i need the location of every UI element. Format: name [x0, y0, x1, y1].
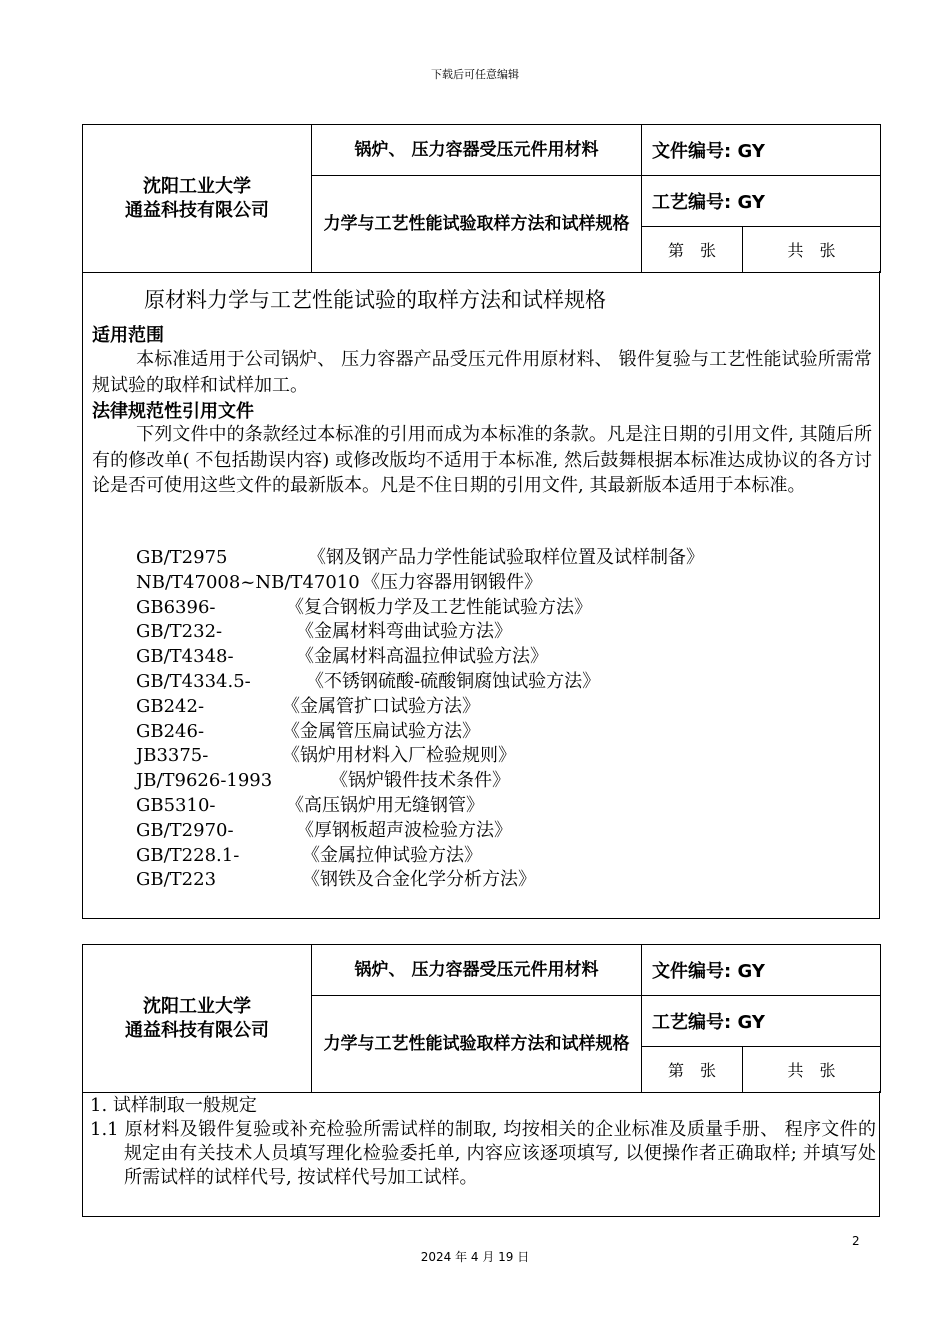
- reference-item: NB/T47008~NB/T47010 《压力容器用钢锻件》: [136, 571, 542, 593]
- file-number: 文件编号: GY: [642, 125, 881, 176]
- header-table-2: [82, 944, 881, 1093]
- section-heading: 1. 试样制取一般规定: [90, 1095, 257, 1116]
- reference-item: GB/T4334.5- 《不锈钢硫酸-硫酸铜腐蚀试验方法》: [136, 670, 601, 692]
- clause-1-1: 1.1 原材料及锻件复验或补充检验所需试样的制取, 均按相关的企业标准及质量手册、 程序文件的规定由有关技术人员填写理化检验委托单, 内容应该逐项填写, 以便操作者正确取样; 并填写处所需试样的试样代号, 按试样代号加工试样。: [90, 1119, 876, 1188]
- scope-heading: 适用范围: [92, 325, 164, 346]
- reference-item: GB/T232- 《金属材料弯曲试验方法》: [136, 621, 512, 643]
- file-number: 文件编号: GY: [642, 945, 881, 996]
- method-title: 力学与工艺性能试验取样方法和试样规格: [312, 996, 642, 1093]
- reference-item: GB/T223 《钢铁及合金化学分析方法》: [136, 869, 536, 891]
- header-table-1: [82, 124, 881, 273]
- material-title: 锅炉、 压力容器受压元件用材料: [312, 125, 642, 176]
- reference-item: JB/T9626-1993 《锅炉锻件技术条件》: [136, 770, 510, 792]
- normative-text: 下列文件中的条款经过本标准的引用而成为本标准的条款。凡是注日期的引用文件, 其随后所有的修改单( 不包括勘误内容) 或修改版均不适用于本标准, 然后鼓舞根据本标准达成协议的各方讨论是否可使用这些文件的最新版本。凡是不住日期的引用文件, 其最新版本适用于本标准。: [92, 424, 872, 496]
- material-title: 锅炉、 压力容器受压元件用材料: [312, 945, 642, 996]
- reference-item: GB/T4348- 《金属材料高温拉伸试验方法》: [136, 646, 548, 668]
- top-note: 下载后可任意编辑: [431, 68, 519, 81]
- process-number: 工艺编号: GY: [642, 176, 881, 227]
- scope-text: 本标准适用于公司锅炉、 压力容器产品受压元件用原材料、 锻件复验与工艺性能试验所需常规试验的取样和试样加工。: [92, 349, 872, 396]
- reference-item: GB/T228.1- 《金属拉伸试验方法》: [136, 844, 482, 866]
- method-title: 力学与工艺性能试验取样方法和试样规格: [312, 176, 642, 273]
- reference-item: GB246- 《金属管压扁试验方法》: [136, 720, 480, 742]
- process-number: 工艺编号: GY: [642, 996, 881, 1047]
- page-number: 2: [852, 1234, 860, 1248]
- sheet-number: 第 张: [642, 227, 743, 273]
- footer-date: 2024 年 4 月 19 日: [420, 1250, 530, 1264]
- reference-item: GB/T2975 《钢及钢产品力学性能试验取样位置及试样制备》: [136, 547, 704, 568]
- reference-list: [136, 546, 704, 893]
- reference-item: GB6396- 《复合钢板力学及工艺性能试验方法》: [136, 596, 592, 618]
- sheet-total: 共 张: [743, 1047, 881, 1093]
- section-general-rules: [90, 1094, 876, 1190]
- reference-item: GB5310- 《高压锅炉用无缝钢管》: [136, 794, 484, 816]
- sheet-number: 第 张: [642, 1047, 743, 1093]
- reference-item: GB242- 《金属管扩口试验方法》: [136, 695, 480, 717]
- reference-item: JB3375- 《锅炉用材料入厂检验规则》: [136, 745, 516, 767]
- sheet-total: 共 张: [743, 227, 881, 273]
- reference-item: GB/T2970- 《厚钢板超声波检验方法》: [136, 819, 512, 841]
- normative-heading: 法律规范性引用文件: [92, 401, 254, 422]
- company-name: 沈阳工业大学 通益科技有限公司: [83, 945, 312, 1093]
- document-title: 原材料力学与工艺性能试验的取样方法和试样规格: [144, 288, 606, 312]
- company-name: 沈阳工业大学 通益科技有限公司: [83, 125, 312, 273]
